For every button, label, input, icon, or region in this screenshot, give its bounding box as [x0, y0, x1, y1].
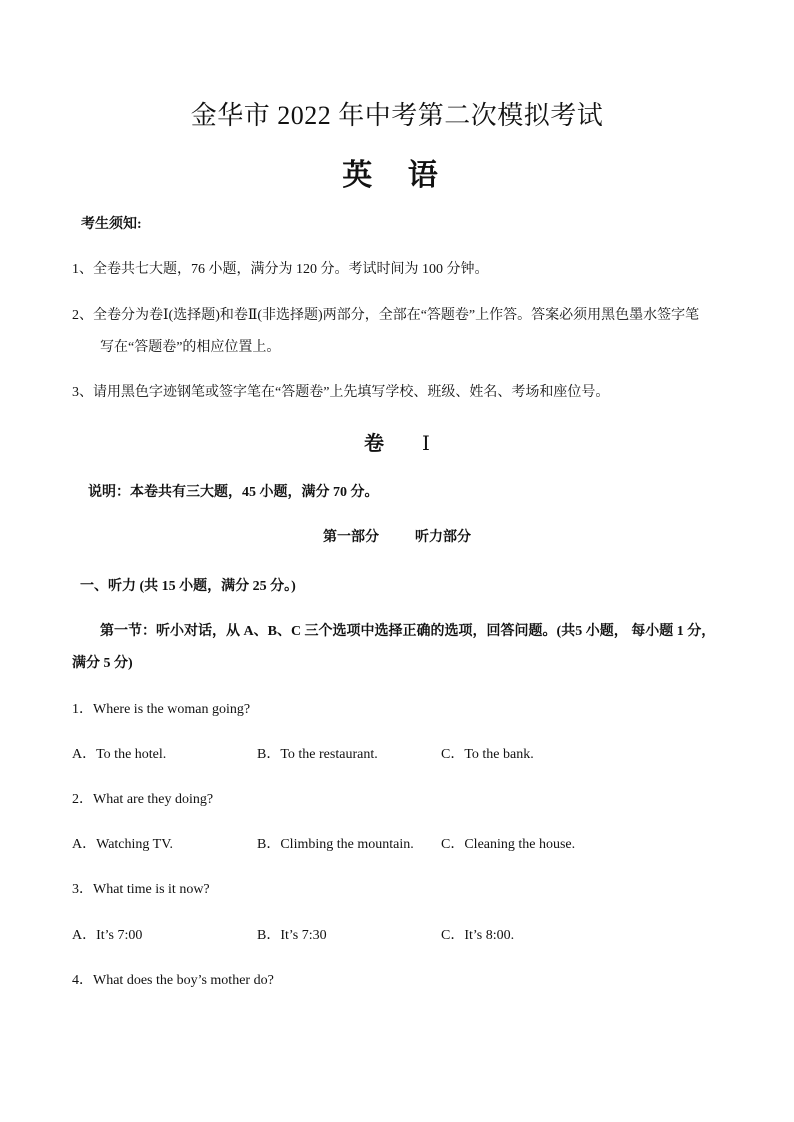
volume-heading — [0, 430, 794, 458]
question-2-option-a: A．Watching TV. — [72, 837, 174, 852]
part-heading — [0, 528, 794, 548]
volume-description: 说明：本卷共有三大题，45 小题，满分 70 分。 — [88, 485, 379, 500]
part-name: 第一部分 — [323, 530, 379, 545]
question-4-stem: 4．What does the boy’s mother do? — [72, 973, 274, 988]
notice-item-2-continued: 写在“答题卷”的相应位置上。 — [100, 340, 281, 355]
question-2-option-b: B．Climbing the mountain. — [257, 837, 414, 852]
question-1-option-b: B．To the restaurant. — [257, 747, 378, 762]
question-3-stem: 3．What time is it now? — [72, 882, 210, 897]
question-3-option-b: B．It’s 7:30 — [257, 928, 327, 943]
notice-item-2: 2、全卷分为卷Ⅰ(选择题)和卷Ⅱ(非选择题)两部分，全部在“答题卷”上作答。答案必须用黑色墨水签字笔 — [72, 308, 700, 323]
question-1-option-c: C．To the bank. — [441, 747, 534, 762]
question-1-option-a: A．To the hotel. — [72, 747, 167, 762]
part-subject: 听力部分 — [415, 530, 471, 545]
question-3-option-c: C．It’s 8:00. — [441, 928, 515, 943]
subsection-instructions-continued: 满分 5 分) — [72, 656, 133, 671]
question-2-stem: 2．What are they doing? — [72, 792, 214, 807]
subsection-instructions: 第一节：听小对话，从 A、B、C 三个选项中选择正确的选项，回答问题。(共5 小题， 每小题 1 分， — [100, 624, 716, 639]
volume-label: 卷 — [364, 433, 385, 455]
volume-numeral: Ⅰ — [422, 433, 430, 455]
question-3-option-a: A．It’s 7:00 — [72, 928, 143, 943]
section-heading: 一、听力 (共 15 小题，满分 25 分。) — [80, 579, 296, 594]
question-2-option-c: C．Cleaning the house. — [441, 837, 576, 852]
subject-title: 英 语 — [342, 159, 452, 192]
notice-heading: 考生须知: — [81, 217, 142, 232]
notice-item-1: 1、全卷共七大题，76 小题，满分为 120 分。考试时间为 100 分钟。 — [72, 262, 489, 277]
notice-item-3: 3、请用黑色字迹钢笔或签字笔在“答题卷”上先填写学校、班级、姓名、考场和座位号。 — [72, 385, 610, 400]
question-1-stem: 1．Where is the woman going? — [72, 702, 251, 717]
exam-title: 金华市 2022 年中考第二次模拟考试 — [190, 101, 604, 130]
